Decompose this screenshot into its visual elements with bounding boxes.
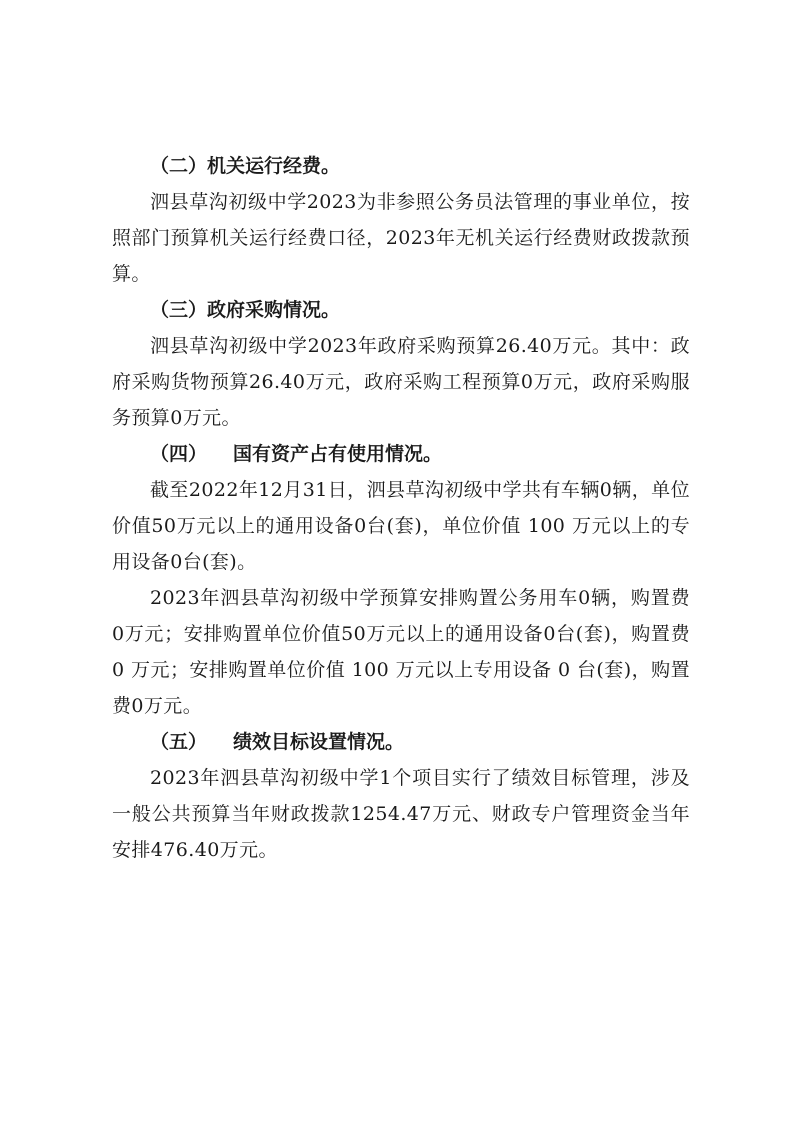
document-body bbox=[112, 148, 690, 868]
section-title: 绩效目标设置情况。 bbox=[233, 731, 405, 753]
section-heading-2 bbox=[112, 148, 690, 184]
paragraph: 泗县草沟初级中学2023为非参照公务员法管理的事业单位，按照部门预算机关运行经费口径，2023年无机关运行经费财政拨款预算。 bbox=[112, 191, 690, 285]
section-heading-4 bbox=[112, 436, 690, 472]
section-number: （五） bbox=[150, 731, 208, 753]
section-heading-3 bbox=[112, 292, 690, 328]
section-number: （三） bbox=[150, 299, 208, 321]
section-number: （四） bbox=[150, 443, 208, 465]
paragraph: 2023年泗县草沟初级中学1个项目实行了绩效目标管理，涉及一般公共预算当年财政拨款1254.47万元、财政专户管理资金当年安排476.40万元。 bbox=[112, 767, 690, 861]
section-title: 政府采购情况。 bbox=[207, 299, 341, 321]
paragraph: 截至2022年12月31日，泗县草沟初级中学共有车辆0辆，单位价值50万元以上的通用设备0台(套)，单位价值 100 万元以上的专用设备0台(套)。 bbox=[112, 479, 690, 573]
section-title: 国有资产占有使用情况。 bbox=[233, 443, 443, 465]
section-number: （二） bbox=[150, 155, 208, 177]
section-title: 机关运行经费。 bbox=[207, 155, 341, 177]
paragraph: 泗县草沟初级中学2023年政府采购预算26.40万元。其中：政府采购货物预算26.40万元，政府采购工程预算0万元，政府采购服务预算0万元。 bbox=[112, 335, 690, 429]
paragraph: 2023年泗县草沟初级中学预算安排购置公务用车0辆，购置费0万元；安排购置单位价值50万元以上的通用设备0台(套)，购置费 0 万元；安排购置单位价值 100 万元以上专用设备 0 台(套)，购置费0万元。 bbox=[112, 587, 690, 717]
section-heading-5 bbox=[112, 724, 690, 760]
